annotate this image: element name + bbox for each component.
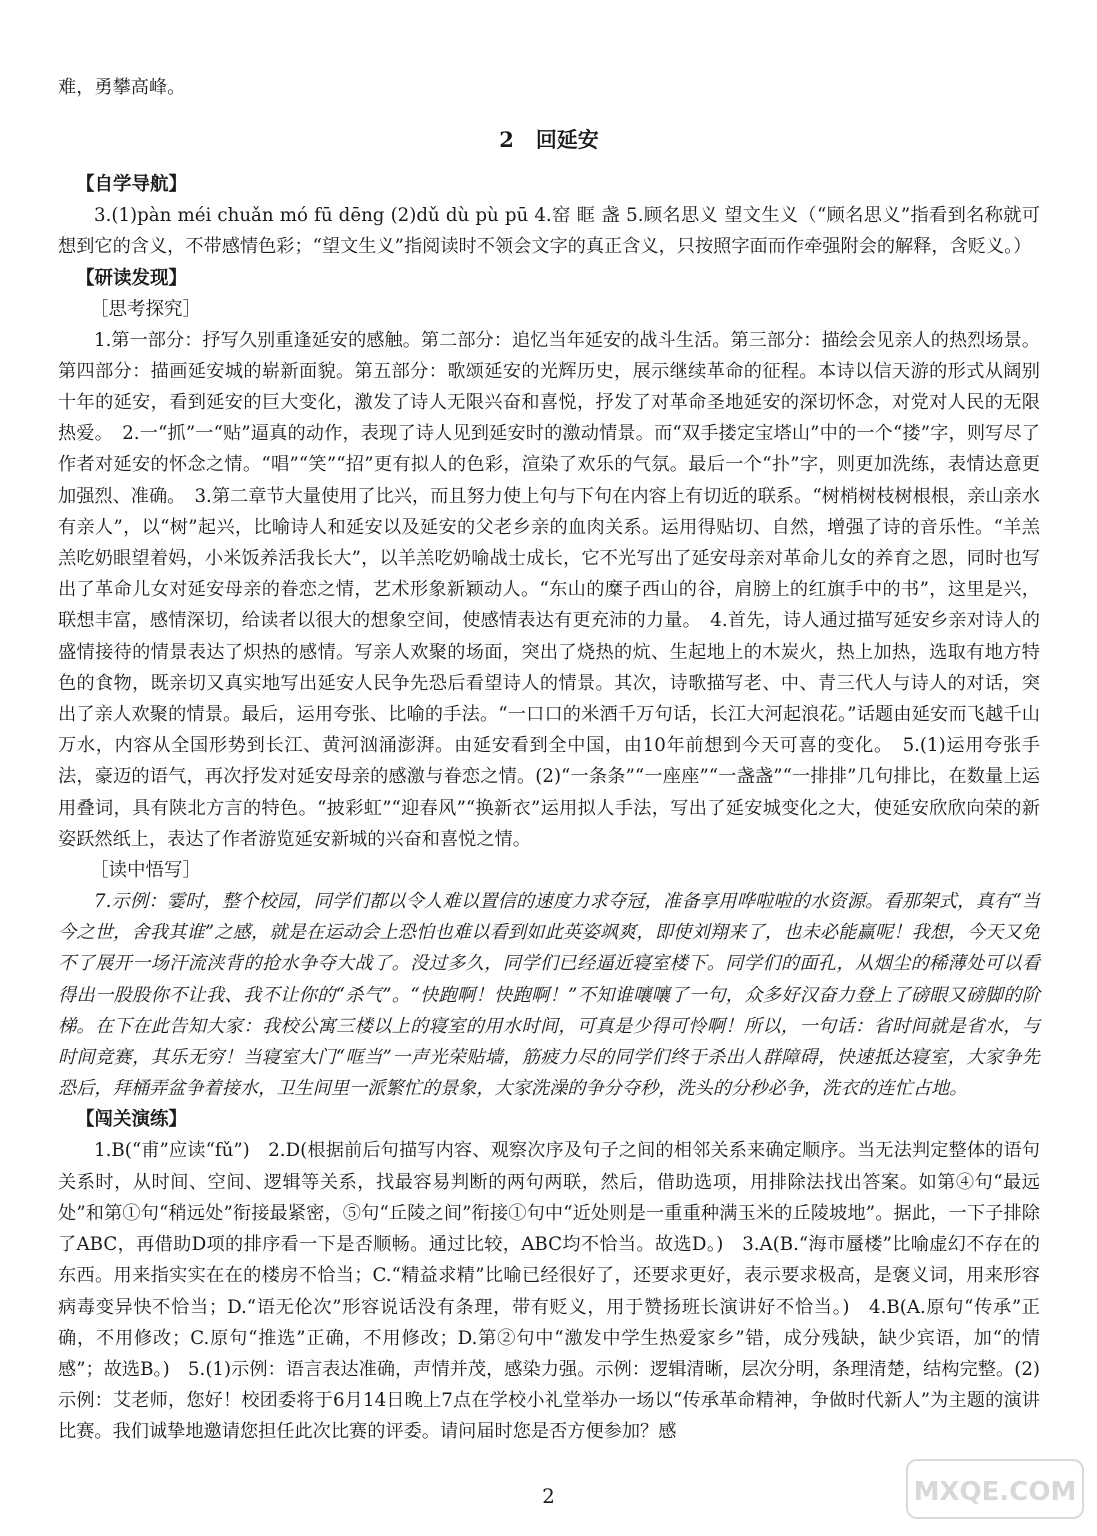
zixue-paragraph: 3.(1)pàn méi chuǎn mó fū dēng (2)dǔ dù pù pū 4.窑 眶 盏 5.顾名思义 望文生义（“顾名思义”指看到名称就可想到它的含义，不带感情色彩；“望文生义”指阅读时不领会文字的真正含义，只按照字面而作牵强附会的解释，含贬义。） xyxy=(58,205,1040,258)
section-heading-zixue: 【自学导航】 xyxy=(76,174,188,196)
subheading-sikao: ［思考探究］ xyxy=(90,298,202,320)
lesson-number: 2 xyxy=(499,127,514,153)
lesson-title-text: 回延安 xyxy=(535,127,599,153)
subheading-duzhong: ［读中悟写］ xyxy=(90,860,202,882)
section-heading-yandu: 【研读发现】 xyxy=(76,267,188,289)
section-heading-chuangguan: 【闯关演练】 xyxy=(76,1109,188,1131)
duzhong-paragraph: 7.示例：霎时，整个校园，同学们都以令人难以置信的速度力求夺冠，准备享用哗啦啦的水资源。看那架式，真有“当今之世，舍我其谁”之感，就是在运动会上恐怕也难以看到如此英姿飒爽，即使刘翔来了，也未必能赢呢！我想，今天又免不了展开一场汗流浃背的抢水争夺大战了。没过多久，同学们已经逼近寝室楼下。同学们的面孔，从烟尘的稀薄处可以看得出一股股你不让我、我不让你的“杀气”。“快跑啊！快跑啊！”不知谁嚷嚷了一句，众多好汉奋力登上了磅眼又磅脚的阶梯。在下在此告知大家：我校公寓三楼以上的寝室的用水时间，可真是少得可怜啊！所以，一句话：省时间就是省水，与时间竞赛，其乐无穷！当寝室大门“哐当”一声光荣贴墙，筋疲力尽的同学们终于杀出人群障碍，快速抵达寝室，大家争先恐后，拜桶弄盆争着接水，卫生间里一派繁忙的景象，大家洗澡的争分夺秒，洗头的分秒必争，洗衣的连忙占地。 xyxy=(58,891,1040,1100)
sikao-paragraph: 1.第一部分：抒写久别重逢延安的感触。第二部分：追忆当年延安的战斗生活。第三部分：描绘会见亲人的热烈场景。第四部分：描画延安城的崭新面貌。第五部分：歌颂延安的光辉历史，展示继续革命的征程。本诗以信天游的形式从阔别十年的延安，看到延安的巨大变化，激发了诗人无限兴奋和喜悦，抒发了对革命圣地延安的深切怀念，对党对人民的无限热爱。 2.一“抓”一“贴”逼真的动作，表现了诗人见到延安时的激动情景。而“双手搂定宝塔山”中的一个“搂”字，则写尽了作者对延安的怀念之情。“唱”“笑”“招”更有拟人的色彩，渲染了欢乐的气氛。最后一个“扑”字，则更加洗练，表情达意更加强烈、准确。 3.第二章节大量使用了比兴，而且努力使上句与下句在内容上有切近的联系。“树梢树枝树根根，亲山亲水有亲人”，以“树”起兴，比喻诗人和延安以及延安的父老乡亲的血肉关系。运用得贴切、自然，增强了诗的音乐性。“羊羔羔吃奶眼望着妈，小米饭养活我长大”，以羊羔吃奶喻战士成长，它不光写出了延安母亲对革命儿女的养育之恩，同时也写出了革命儿女对延安母亲的眷恋之情，艺术形象新颖动人。“东山的糜子西山的谷，肩膀上的红旗手中的书”，这里是兴，联想丰富，感情深切，给读者以很大的想象空间，使感情表达有更充沛的力量。 4.首先，诗人通过描写延安乡亲对诗人的盛情接待的情景表达了炽热的感情。写亲人欢聚的场面，突出了烧热的炕、生起地上的木炭火，热上加热，选取有地方特色的食物，既亲切又真实地写出延安人民争先恐后看望诗人的情景。其次，诗歌描写老、中、青三代人与诗人的对话，突出了亲人欢聚的情景。最后，运用夸张、比喻的手法。“一口口的米酒千万句话，长江大河起浪花。”话题由延安而飞越千山万水，内容从全国形势到长江、黄河汹涌澎湃。由延安看到全中国，由10年前想到今天可喜的变化。 5.(1)运用夸张手法，豪迈的语气，再次抒发对延安母亲的感激与眷恋之情。(2)“一条条”“一座座”“一盏盏”“一排排”几句排比，在数量上运用叠词，具有陕北方言的特色。“披彩虹”“迎春风”“换新衣”运用拟人手法，写出了延安城变化之大，使延安欣欣向荣的新姿跃然纸上，表达了作者游览延安新城的兴奋和喜悦之情。 xyxy=(58,329,1040,850)
intro-tail: 难，勇攀高峰。 xyxy=(58,77,186,98)
watermark-text: MXQE.COM xyxy=(913,1477,1077,1507)
chuangguan-paragraph: 1.B(“甫”应读“fǔ”) 2.D(根据前后句描写内容、观察次序及句子之间的相邻关系来确定顺序。当无法判定整体的语句关系时，从时间、空间、逻辑等关系，找最容易判断的两句两联，然后，借助选项，用排除法找出答案。如第④句“最远处”和第①句“稍远处”衔接最紧密，⑤句“丘陵之间”衔接①句中“近处则是一重重种满玉米的丘陵坡地”。据此，一下子排除了ABC，再借助D项的排序看一下是否顺畅。通过比较，ABC均不恰当。故选D。) 3.A(B.“海市蜃楼”比喻虚幻不存在的东西。用来指实实在在的楼房不恰当；C.“精益求精”比喻已经很好了，还要求更好，表示要求极高，是褒义词，用来形容病毒变异快不恰当；D.“语无伦次”形容说话没有条理，带有贬义，用于赞扬班长演讲好不恰当。) 4.B(A.原句“传承”正确，不用修改；C.原句“推选”正确，不用修改；D.第②句中“激发中学生热爱家乡”错，成分残缺，缺少宾语，加“的情感”；故选B。) 5.(1)示例：语言表达准确，声情并茂，感染力强。示例：逻辑清晰，层次分明，条理清楚，结构完整。(2)示例：艾老师，您好！校团委将于6月14日晚上7点在学校小礼堂举办一场以“传承革命精神，争做时代新人”为主题的演讲比赛。我们诚挚地邀请您担任此次比赛的评委。请问届时您是否方便参加？感 xyxy=(58,1140,1040,1443)
watermark-logo xyxy=(905,1456,1085,1522)
lesson-title xyxy=(58,125,1040,155)
page-number: 2 xyxy=(542,1484,555,1508)
answer-page xyxy=(58,72,1040,1448)
